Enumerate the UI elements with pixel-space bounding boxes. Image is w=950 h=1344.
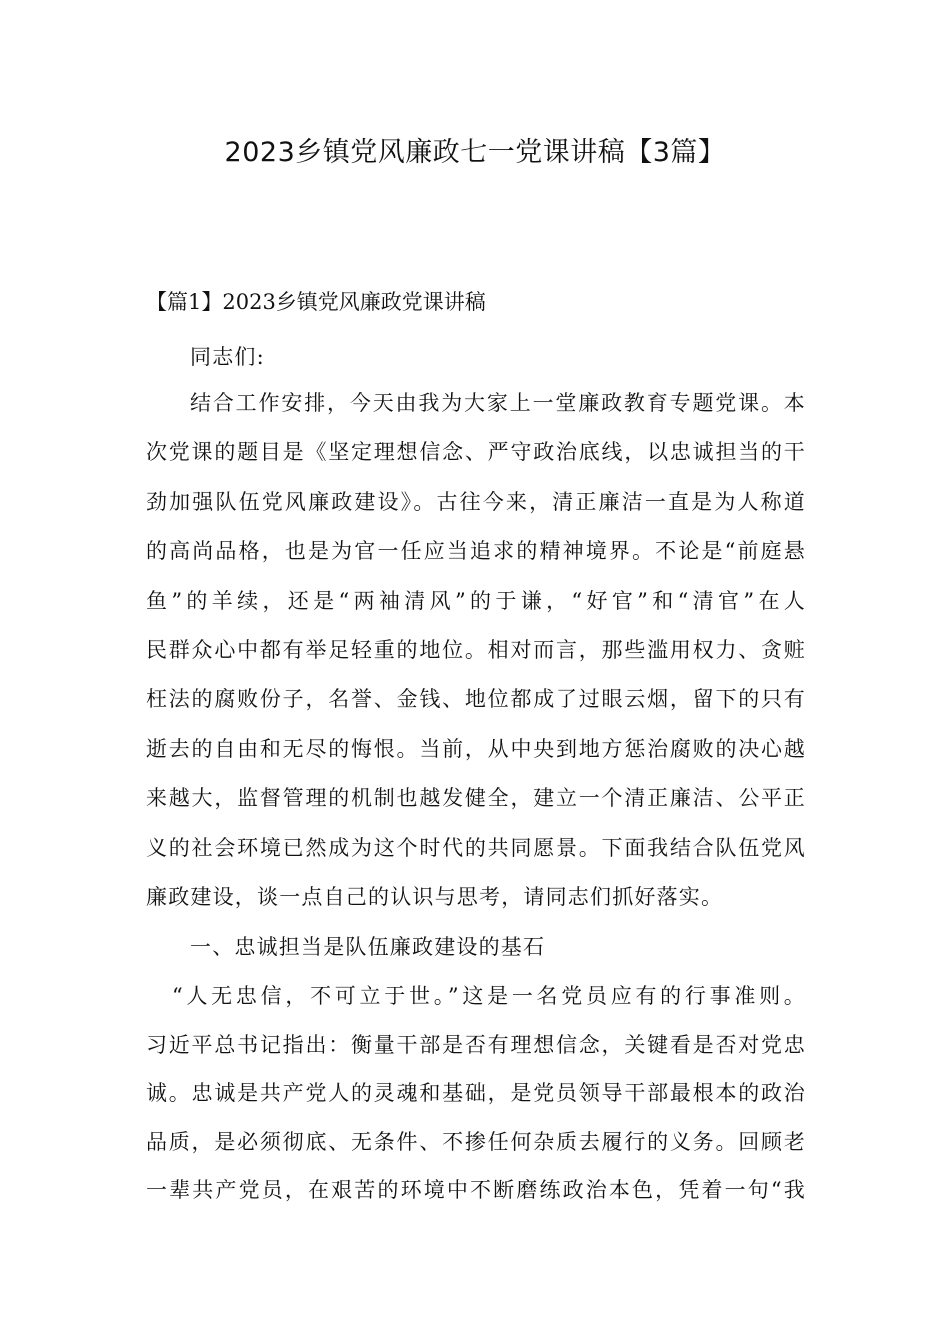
paragraph-1-line: 劲加强队伍党风廉政建设》。古往今来，清正廉洁一直是为人称道 <box>146 489 806 514</box>
paragraph-1-line: 廉政建设，谈一点自己的认识与思考，请同志们抓好落实。 <box>146 885 724 909</box>
paragraph-2-line: “人无忠信，不可立于世。”这是一名党员应有的行事准则。 <box>172 984 806 1008</box>
paragraph-1-line: 的高尚品格，也是为官一任应当追求的精神境界。不论是“前庭悬 <box>146 539 806 564</box>
subheading-1: 一、忠诚担当是队伍廉政建设的基石 <box>190 935 546 959</box>
paragraph-1-line: 民群众心中都有举足轻重的地位。相对而言，那些滥用权力、贪赃 <box>146 638 806 662</box>
document-title: 2023乡镇党风廉政七一党课讲稿【3篇】 <box>224 137 726 168</box>
paragraph-2-line: 诚。忠诚是共产党人的灵魂和基础，是党员领导干部最根本的政治 <box>146 1081 806 1105</box>
paragraph-2-line: 品质，是必须彻底、无条件、不掺任何杂质去履行的义务。回顾老 <box>146 1129 806 1154</box>
paragraph-1-line: 来越大，监督管理的机制也越发健全，建立一个清正廉洁、公平正 <box>146 786 806 811</box>
paragraph-2-line: 习近平总书记指出：衡量干部是否有理想信念，关键看是否对党忠 <box>146 1032 806 1057</box>
paragraph-1-line: 次党课的题目是《坚定理想信念、严守政治底线，以忠诚担当的干 <box>146 440 806 465</box>
paragraph-1-line: 枉法的腐败份子，名誉、金钱、地位都成了过眼云烟，留下的只有 <box>146 687 806 712</box>
salutation: 同志们: <box>190 345 265 369</box>
paragraph-2-line: 一辈共产党员，在艰苦的环境中不断磨练政治本色，凭着一句“我 <box>146 1178 806 1202</box>
section-heading: 【篇1】2023乡镇党风廉政党课讲稿 <box>146 290 486 314</box>
paragraph-1-line: 结合工作安排，今天由我为大家上一堂廉政教育专题党课。本 <box>190 391 806 415</box>
paragraph-1-line: 逝去的自由和无尽的悔恨。当前，从中央到地方惩治腐败的决心越 <box>146 736 806 761</box>
paragraph-1-line: 鱼”的羊续，还是“两袖清风”的于谦，“好官”和“清官”在人 <box>146 588 806 613</box>
paragraph-1-line: 义的社会环境已然成为这个时代的共同愿景。下面我结合队伍党风 <box>146 835 806 860</box>
